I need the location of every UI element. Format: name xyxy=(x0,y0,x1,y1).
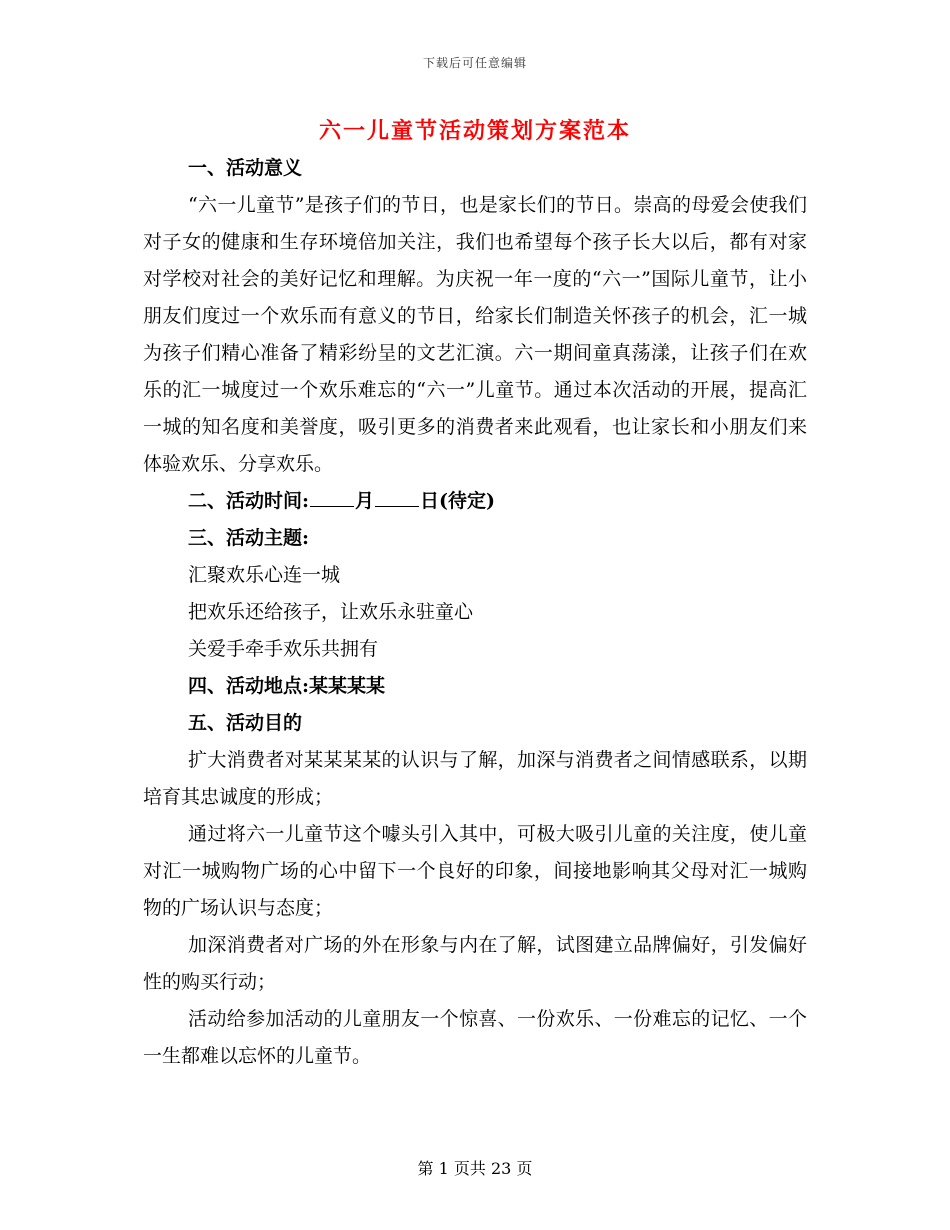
day-blank xyxy=(375,484,419,507)
theme-item: 汇聚欢乐心连一城 xyxy=(188,564,341,586)
page-number-footer: 第 1 页共 23 页 xyxy=(417,1159,533,1178)
section-heading-time xyxy=(143,483,807,520)
purpose-paragraph: 加深消费者对广场的外在形象与内在了解，试图建立品牌偏好，引发偏好性的购买行动； xyxy=(143,934,807,993)
document-title: 六一儿童节活动策划方案范本 xyxy=(318,118,631,144)
section-heading-location: 四、活动地点:某某某某 xyxy=(188,675,386,697)
purpose-paragraph: 活动给参加活动的儿童朋友一个惊喜、一份欢乐、一份难忘的记忆、一个一生都难以忘怀的儿童节。 xyxy=(143,1008,807,1067)
page-header-note: 下载后可任意编辑 xyxy=(422,56,527,70)
day-label: 日(待定) xyxy=(420,490,496,512)
purpose-paragraph: 扩大消费者对某某某某的认识与了解，加深与消费者之间情感联系，以期培育其忠诚度的形成； xyxy=(143,749,807,808)
document-body xyxy=(143,150,807,1075)
month-blank xyxy=(310,484,354,507)
section-heading-purpose: 五、活动目的 xyxy=(188,712,303,734)
section-heading-significance: 一、活动意义 xyxy=(188,157,303,179)
month-label: 月 xyxy=(355,490,375,512)
theme-item: 把欢乐还给孩子，让欢乐永驻童心 xyxy=(188,601,474,623)
time-label: 二、活动时间: xyxy=(188,490,310,512)
significance-paragraph: “六一儿童节”是孩子们的节日，也是家长们的节日。崇高的母爱会使我们对子女的健康和生存环境倍加关注，我们也希望每个孩子长大以后，都有对家对学校对社会的美好记忆和理解。为庆祝一年一度的“六一”国际儿童节，让小朋友们度过一个欢乐而有意义的节日，给家长们制造关怀孩子的机会，汇一城为孩子们精心准备了精彩纷呈的文艺汇演。六一期间童真荡漾，让孩子们在欢乐的汇一城度过一个欢乐难忘的“六一”儿童节。通过本次活动的开展，提高汇一城的知名度和美誉度，吸引更多的消费者来此观看，也让家长和小朋友们来体验欢乐、分享欢乐。 xyxy=(143,194,807,475)
section-heading-theme: 三、活动主题: xyxy=(188,527,310,549)
theme-item: 关爱手牵手欢乐共拥有 xyxy=(188,638,379,660)
purpose-paragraph: 通过将六一儿童节这个噱头引入其中，可极大吸引儿童的关注度，使儿童对汇一城购物广场的心中留下一个良好的印象，间接地影响其父母对汇一城购物的广场认识与态度； xyxy=(143,823,807,919)
